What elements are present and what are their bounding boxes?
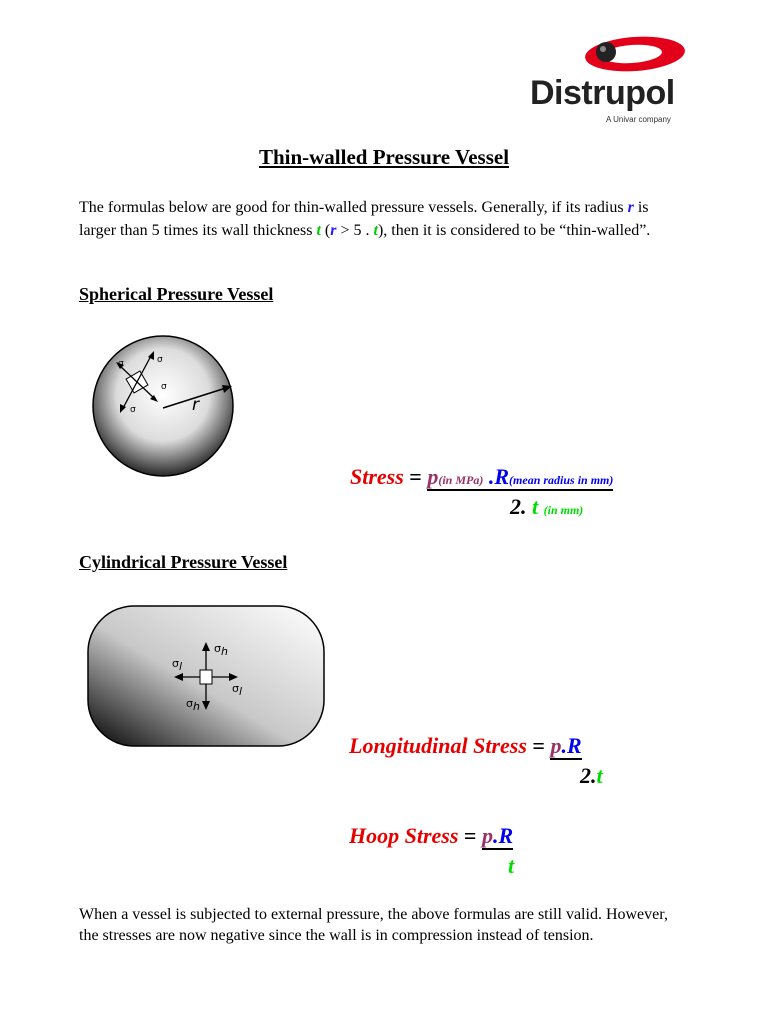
closing-paragraph: When a vessel is subjected to external pressure, the above formulas are still valid. However, the stresses are now negative since the wall is in compression instead of tension.	[79, 906, 668, 944]
equals-sign: =	[403, 464, 428, 489]
dot: .	[483, 464, 495, 489]
radius-symbol-2: r	[330, 222, 337, 239]
R-symbol: R	[566, 733, 582, 758]
sphere-diagram	[88, 330, 238, 482]
dot: .	[492, 823, 499, 848]
longitudinal-formula-numerator	[349, 733, 582, 759]
equals-sign: =	[526, 733, 551, 758]
R-symbol: R	[498, 823, 514, 848]
radius-label: r	[192, 395, 199, 415]
p-unit: (in MPa)	[438, 473, 484, 487]
sigma-l-label: σ	[172, 657, 179, 670]
logo-tagline: A Univar company	[606, 115, 671, 124]
denominator-coefficient: 2.	[580, 763, 597, 788]
l-subscript: l	[238, 685, 243, 698]
sigma-l-label: σ	[232, 682, 239, 695]
intro-paragraph	[79, 196, 679, 242]
t-symbol: t	[532, 494, 539, 519]
denominator-coefficient: 2.	[510, 494, 532, 519]
sigma-h-label: σ	[186, 697, 193, 710]
hoop-formula-numerator	[349, 823, 513, 849]
logo-name: Distrupol	[530, 74, 675, 112]
p-symbol: p	[481, 823, 493, 848]
page-title: Thin-walled Pressure Vessel	[258, 145, 510, 169]
cylindrical-heading: Cylindrical Pressure Vessel	[79, 552, 288, 572]
intro-text-2: is larger than 5 times its wall thickness	[79, 199, 649, 239]
R-symbol: R	[494, 464, 510, 489]
spherical-heading: Spherical Pressure Vessel	[79, 284, 274, 304]
t-symbol: t	[596, 763, 603, 788]
longitudinal-stress-label: Longitudinal Stress	[349, 733, 527, 758]
p-symbol: p	[550, 733, 562, 758]
spherical-formula-denominator	[510, 494, 583, 520]
radius-symbol: r	[627, 199, 634, 216]
dot: .	[561, 733, 567, 758]
p-symbol: p	[427, 464, 439, 489]
equals-sign: =	[458, 823, 482, 848]
R-unit: (mean radius in mm)	[509, 473, 614, 487]
t-unit: (in mm)	[543, 503, 584, 517]
h-subscript: h	[220, 645, 228, 658]
longitudinal-formula-denominator	[580, 763, 603, 789]
intro-text-4: > 5 .	[336, 222, 374, 239]
sigma-label: σ	[130, 405, 136, 415]
h-subscript: h	[192, 700, 200, 713]
intro-text-3: (	[320, 222, 331, 239]
sigma-label: σ	[118, 359, 124, 369]
t-symbol: t	[508, 853, 515, 878]
intro-text-1: The formulas below are good for thin-walled pressure vessels. Generally, if its radius	[79, 199, 628, 216]
l-subscript: l	[178, 660, 183, 673]
sigma-label: σ	[157, 355, 163, 365]
hoop-formula-denominator	[508, 853, 514, 879]
spherical-formula-numerator	[350, 464, 613, 490]
sigma-label: σ	[161, 382, 167, 392]
intro-text-5: ), then it is considered to be “thin-walled”.	[377, 222, 651, 239]
hoop-stress-label: Hoop Stress	[349, 823, 459, 848]
thickness-symbol-2: t	[373, 222, 378, 239]
cylinder-diagram	[86, 604, 328, 750]
stress-label: Stress	[350, 464, 404, 489]
sigma-h-label: σ	[214, 642, 221, 655]
thickness-symbol: t	[316, 222, 321, 239]
